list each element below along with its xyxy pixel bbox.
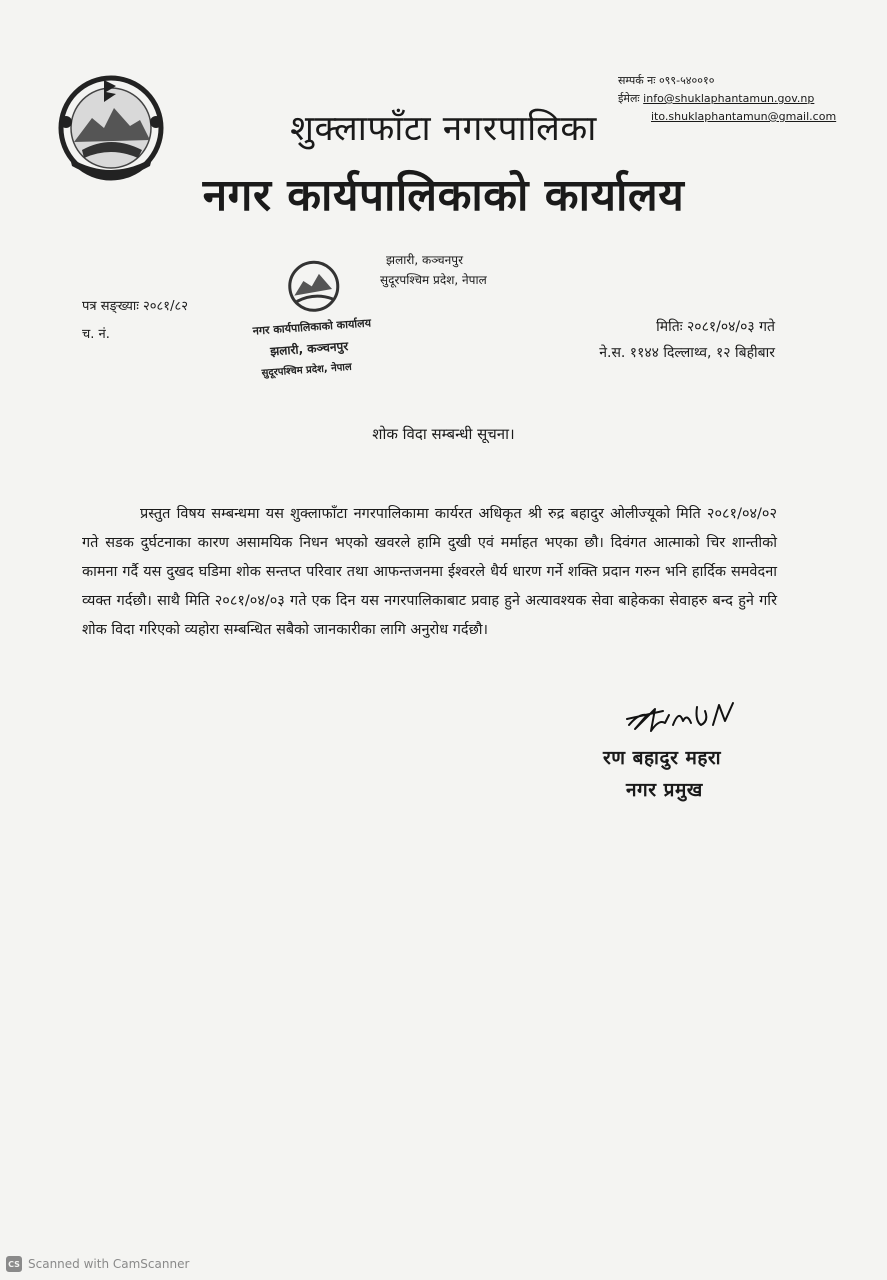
address-line-2: सुदूरपश्चिम प्रदेश, नेपाल [380, 273, 487, 287]
camscanner-logo-icon: CS [6, 1256, 22, 1272]
stamp-line-2: झलारी, कञ्चनपुर [269, 339, 349, 359]
email-label: ईमेलः [618, 92, 640, 105]
date-bs: मितिः २०८१/०४/०३ गते [656, 319, 775, 335]
stamp-line-1: नगर कार्यपालिकाको कार्यालय [252, 316, 372, 338]
signer-name: रण बहादुर महरा [603, 747, 722, 769]
email-primary-link[interactable]: info@shuklaphantamun.gov.np [643, 92, 815, 105]
stamp-emblem-icon [288, 261, 339, 312]
org-name: शुक्लाफाँटा नगरपालिका [290, 109, 597, 149]
email-secondary-link[interactable]: ito.shuklaphantamun@gmail.com [651, 110, 837, 123]
dispatch-number: च. नं. [82, 327, 110, 342]
office-stamp [240, 251, 398, 385]
date-ns: ने.स. ११४४ दिल्लाथ्व, १२ बिहीबार [599, 345, 775, 361]
handwritten-signature [625, 695, 740, 740]
letter-body: प्रस्तुत विषय सम्बन्धमा यस शुक्लाफाँटा नगरपालिकामा कार्यरत अधिकृत श्री रुद्र बहादुर ओलीज्यूको मिति २०८१/०४/०२ गते सडक दुर्घटनाका कारण असामयिक निधन भएको खवरले हामि दुखी एवं मर्माहत भएका छौ। दिवंगत आत्माको चिर शान्तीको कामना गर्दै यस दुखद घडिमा शोक सन्तप्त परिवार तथा आफन्तजनमा ईश्वरले धैर्य धारण गर्ने शक्ति प्रदान गरुन भनि हार्दिक समवेदना व्यक्त गर्दछौ। साथै मिति २०८१/०४/०३ गते एक दिन यस नगरपालिकाबाट प्रवाह हुने अत्यावश्यक सेवा बाहेकका सेवाहरु बन्द हुने गरि शोक विदा गरिएको व्यहोरा सम्बन्धित सबैको जानकारीका लागि अनुरोध गर्दछौ। [82, 506, 777, 638]
scanner-watermark-text: Scanned with CamScanner [28, 1257, 190, 1271]
office-name: नगर कार्यपालिकाको कार्यालय [202, 170, 685, 221]
letter-date [599, 314, 775, 366]
reference-number: पत्र सङ्ख्याः २०८१/८२ [82, 299, 188, 314]
stamp-line-3: सुदूरपश्चिम प्रदेश, नेपाल [261, 361, 353, 380]
signer-title: नगर प्रमुख [626, 779, 703, 801]
address-line-1: झलारी, कञ्चनपुर [386, 253, 464, 267]
contact-phone: सम्पर्क नः ०९९-५४००१० [618, 74, 715, 87]
scanner-watermark [6, 1256, 189, 1272]
office-address [380, 250, 487, 290]
letter-subject: शोक विदा सम्बन्धी सूचना। [372, 425, 515, 443]
